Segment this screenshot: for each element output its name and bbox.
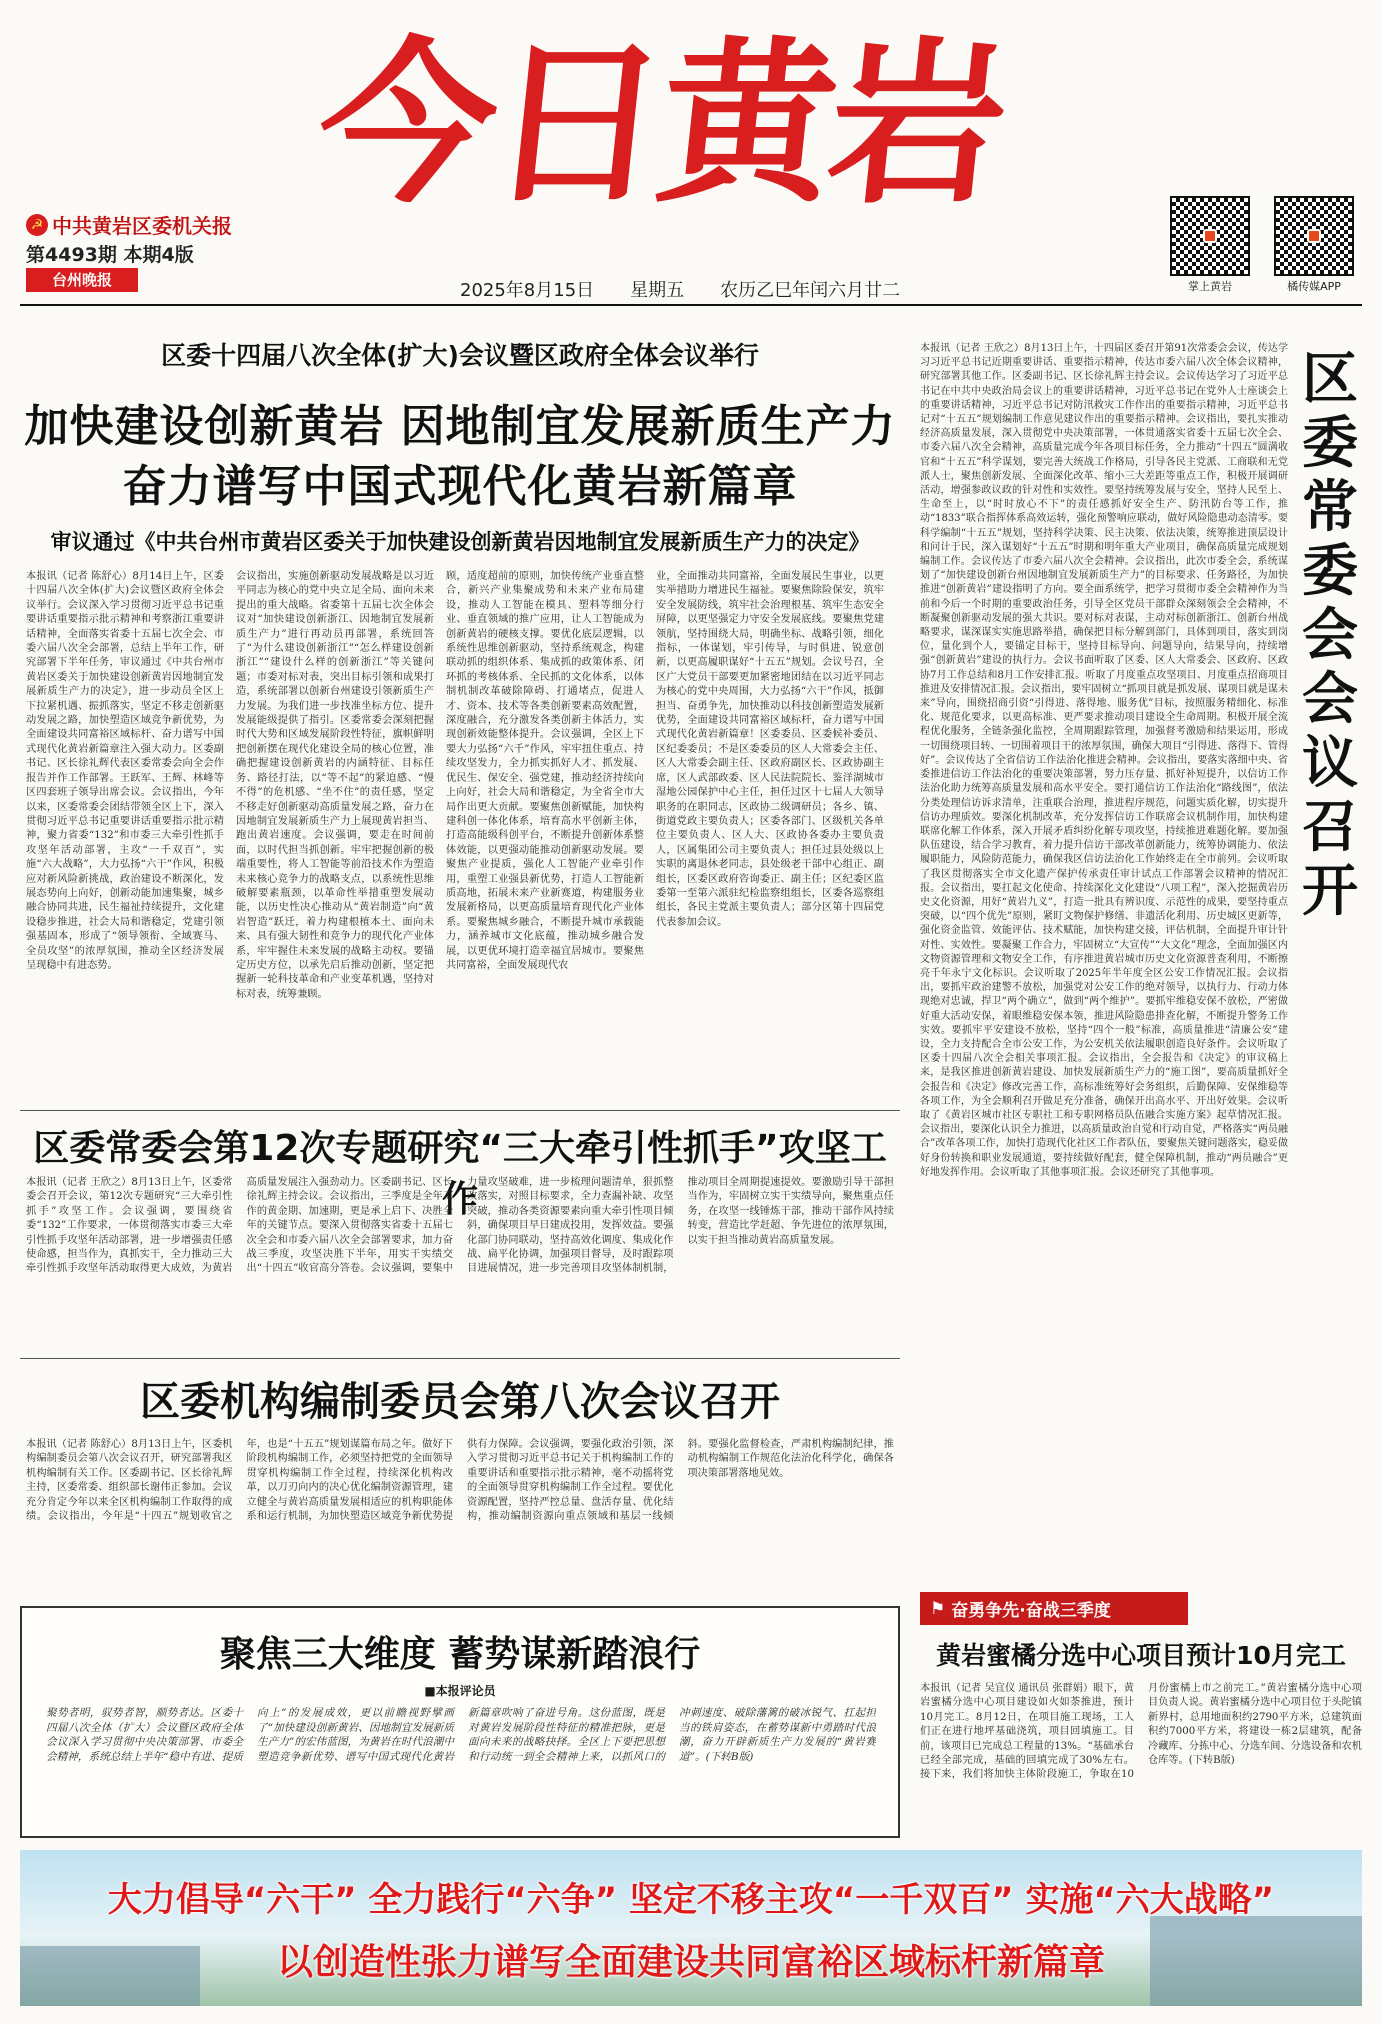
masthead-rule bbox=[20, 304, 1362, 306]
lead-deck: 审议通过《中共台州市黄岩区委关于加快建设创新黄岩因地制宜发展新质生产力的决定》 bbox=[50, 530, 870, 554]
mijv-body: 本报讯（记者 吴宜仪 通讯员 张群娟）眼下，黄岩蜜橘分选中心项目建设如火如荼推进，预计10月完工。8月12日，在项目施工现场，工人们正在进行地坪基础浇筑，项目回填施工。目前，该项目已完成总工程量的13%。“基础承台已经全部完成，基础的回填完成了30%左右。接下来，我们将加快主体阶段施工，争取在10月份蜜橘上市之前完工。”黄岩蜜橘分选中心项目负责人说。黄岩蜜橘分选中心项目位于头陀镇新界村，总用地面积约2790平方米，总建筑面积约7000平方米，将建设一栋2层建筑，配备冷藏库、分拣中心、分选车间、分选设备和农机仓库等。(下转B版) bbox=[920, 1683, 1362, 1781]
commentary-byline: ■本报评论员 bbox=[424, 1684, 496, 1698]
divider bbox=[20, 1110, 900, 1111]
flag-icon: ⚑ bbox=[930, 1598, 946, 1619]
lead-column-2: 会议指出，实施创新驱动发展战略是以习近平同志为核心的党中央立足全局、面向未来提出的重大战略。省委第十五届七次全体会议对“加快建设创新浙江、因地制宜发展新质生产力”进行再动员再部署，系统回答了“为什么建设创新浙江”“怎么样建设创新浙江”“建设什么样的创新浙江”等关键问题；市委对标对表，突出目标引领和成果打造，系统部署以创新台州建设引领新质生产力发展。为我们进一步找准坐标方位、提升发展能级提供了指引。区委常委会深刻把握时代大势和区域发展阶段性特征，旗帜鲜明把创新摆在现代化建设全局的核心位置，准确把握建设创新黄岩的内涵特征、目标任务、路径打法，以“等不起”的紧迫感、“慢不得”的危机感、“坐不住”的责任感，坚定不移走好创新驱动高质量发展之路，奋力在因地制宜发展新质生产力上展现黄岩担当、跑出黄岩速度。会议强调，要走在时间前面，以时代担当抓创新。牢牢把握创新的极端重要性，将人工智能等前沿技术作为塑造未来核心竞争力的战略支点，以系统性思维破解要素瓶颈，以革命性举措重塑发展动能，以历史性决心推动从“黄岩制造”向“黄岩智造”跃迁，着力构建根植本土、面向未来、具有强大韧性和竞争力的现代化产业体系，牢牢握住未来发展的战略主动权。要锚定历史方位，以承先启后推动创新，坚定把握新一轮科技革命和产业变革机遇，坚持对标对表，统筹兼顾。 bbox=[236, 571, 434, 1000]
masthead-title: 今日黄岩 bbox=[309, 20, 1011, 227]
commentary-title: 聚焦三大维度 蓄势谋新踏浪行 bbox=[219, 1634, 701, 1675]
sub-paper-badge: 台州晚报 bbox=[26, 268, 138, 292]
slogan-line-1: 大力倡导“六干” 全力践行“六争” 坚定不移主攻“一千双百” 实施“六大战略” bbox=[107, 1880, 1275, 1920]
divider bbox=[20, 1358, 900, 1359]
lead-column-1: 本报讯（记者 陈舒心）8月14日上午，区委十四届八次全体(扩大)会议暨区政府全体会议举行。会议深入学习贯彻习近平总书记重要讲话重要指示批示精神和考察浙江重要讲话精神，全面落实省委十五届七次全会、市委六届八次全会部署，总结上半年工作，研究部署下半年任务，审议通过《中共台州市黄岩区委关于加快建设创新黄岩因地制宜发展新质生产力的决定》，进一步动员全区上下拉紧机遇、振抓落实，坚定不移走创新驱动发展之路，加快塑造区域竞争新优势，为全面建设共同富裕区域标杆、奋力谱写中国式现代化黄岩新篇章注入强大动力。区委副书记、区长徐礼辉代表区委常委会向全会作报告并作工作部署。王跃军、王辉、林峰等区四套班子领导出席会议。会议指出，今年以来，区委常委会团结带领全区上下，深入贯彻习近平总书记重要讲话重要指示批示精神，聚力省委“132”和市委三大牵引性抓手攻坚年活动部署，主攻“一千双百”，实施“六大战略”，大力弘扬“六干”作风，积极应对新风险新挑战，政治建设不断深化，发展态势向上向好，创新动能加速集聚，城乡融合协同共进，民生福祉持续提升，文化建设稳步推进，社会大局和谐稳定，党建引领强基固本，形成了“领导领衔、全域赛马、全员攻坚”的浓厚氛围，推动全区经济发展呈现稳中有进态势。 bbox=[26, 571, 224, 971]
qr-code-icon bbox=[1274, 196, 1354, 276]
qr-left[interactable] bbox=[1170, 196, 1250, 294]
mijv-title: 黄岩蜜橘分选中心项目预计10月完工 bbox=[936, 1641, 1346, 1670]
date: 2025年8月15日 bbox=[460, 280, 595, 301]
lead-column-3: 顾，适度超前的原则，加快传统产业垂直整合，新兴产业集聚成势和未来产业布局建设，推动人工智能在模具、塑料等细分行业、垂直领域的推广应用，让人工智能成为创新黄岩的硬核支撑。要优化底层逻辑，以系统性思维创新驱动，坚持系统观念，构建联动抓的组织体系、集成抓的政策体系、闭环抓的考核体系、全民抓的文化体系，以体制机制改革破除障碍、打通堵点，促进人才、资本、技术等各类创新要素高效配置，深度融合，充分激发各类创新主体活力，实现创新效能整体提升。会议强调，全区上下要大力弘扬“六千”作风，牢牢扭住重点、持续攻坚发力，全力抓实抓好人才、抓发展、优民生、保安全、强党建，推动经济持续向上向好，社会大局和谐稳定，为全省全市大局作出更大贡献。要聚焦创新赋能，加快构建科创一体化体系，培育高水平创新主体，打造高能级科创平台，不断提升创新体系整体效能，以更强动能推动创新驱动发展。要聚焦产业提质，强化人工智能产业牵引作用，重塑工业强县新优势，打造人工智能新质高地，拓展未来产业新赛道，构建服务业发展新格局，以更高质量培育现代化产业体系。要聚焦城乡融合，不断提升城市承载能力，涵养城市文化底蕴，推动城乡融合发展，以更优环境打造幸福宜居城市。要聚焦共同富裕，全面发展现代农 bbox=[446, 571, 644, 971]
qr-left-label: 掌上黄岩 bbox=[1188, 280, 1232, 293]
qr-group bbox=[1170, 196, 1354, 294]
party-emblem-icon: ☭ bbox=[26, 214, 48, 236]
lead-title-line2: 奋力谱写中国式现代化黄岩新篇章 bbox=[122, 461, 798, 512]
right-story-title: 区委常委会会议召开 bbox=[1302, 347, 1358, 924]
qr-right[interactable] bbox=[1274, 196, 1354, 294]
commentary-body: 聚势者明，驭势者智，顺势者达。区委十四届八次全体（扩大）会议暨区政府全体会议深入学习贯彻中央决策部署、市委全会精神，系统总结上半年“稳中有进、提质向上”的发展成效，更以前瞻视野擘画了“加快建设创新黄岩、因地制宜发展新质生产力”的宏伟蓝图，为黄岩在时代浪潮中塑造竞争新优势、谱写中国式现代化黄岩新篇章吹响了奋进号角。这份蓝图，既是对黄岩发展阶段性特征的精准把脉，更是面向未来的战略抉择。全区上下要把思想和行动统一到全会精神上来，以抓风口的冲刺速度、破除藩篱的破冰锐气、扛起担当的铁肩姿态，在蓄势谋新中勇踏时代浪潮，奋力开辟新质生产力发展的“黄岩赛道”。(下转B版) bbox=[46, 1707, 876, 1763]
slogan-line-2: 以创造性张力谱写全面建设共同富裕区域标杆新篇章 bbox=[276, 1942, 1105, 1983]
bianzhi-title: 区委机构编制委员会第八次会议召开 bbox=[140, 1379, 780, 1425]
party-line bbox=[26, 210, 232, 239]
lead-title-line1: 加快建设创新黄岩 因地制宜发展新质生产力 bbox=[24, 401, 896, 452]
section-tag-label: 奋勇争先·奋战三季度 bbox=[951, 1601, 1111, 1621]
mid-story-body: 本报讯（记者 王欣之）8月13日上午，区委常委会召开会议，第12次专题研究“三大牵引性抓手”攻坚工作。会议强调，要围绕省委“132”工作要求，一体贯彻落实市委三大牵引性抓手攻坚年活动部署，进一步增强责任感使命感，担当作为，真抓实干，全力推动三大牵引性抓手攻坚年活动取得更大成效，为黄岩高质量发展注入强劲动力。区委副书记、区长徐礼辉主持会议。会议指出，三季度是全年工作的黄金期、加速期，更是承上启下、决胜全年的关键节点。要深入贯彻落实省委十五届七次全会和市委六届八次全会部署要求，加力奋战三季度，攻坚决胜下半年，用实干实绩交出“十四五”收官高分答卷。会议强调，要集中力量攻坚破难，进一步梳理问题清单，狠抓整改落实，对照目标要求，全力查漏补缺、攻坚突破，推动各类资源要素向重大牵引性项目倾斜，确保项目早日建成投用，发挥效益。要强化部门协同联动，坚持高效化调度、集成化作战、扁平化协调，加强项目督导，及时跟踪项目进展情况，进一步完善项目攻坚体制机制，推动项目全周期提速提效。要激励引导干部担当作为，牢固树立实干实绩导向，聚焦重点任务，在攻坚一线锤炼干部，推动干部作风持续转变，营造比学赶超、争先进位的浓厚氛围，以实干担当推动黄岩高质量发展。 bbox=[26, 1177, 894, 1275]
mid-story-title: 区委常委会第12次专题研究“三大牵引性抓手”攻坚工作 bbox=[33, 1128, 887, 1220]
slogan-banner bbox=[20, 1850, 1362, 2006]
qr-code-icon bbox=[1170, 196, 1250, 276]
lunar-date: 农历乙巳年闰六月廿二 bbox=[720, 280, 901, 301]
lead-kicker: 区委十四届八次全体(扩大)会议暨区政府全体会议举行 bbox=[161, 341, 759, 370]
party-name: 中共黄岩区委机关报 bbox=[52, 214, 232, 238]
bianzhi-body: 本报讯（记者 陈舒心）8月13日上午，区委机构编制委员会第八次会议召开，研究部署我区机构编制有关工作。区委副书记、区长徐礼辉主持，区委常委、组织部长谢伟正参加。会议充分肯定今年以来全区机构编制工作取得的成绩。会议指出，今年是“十四五”规划收官之年，也是“十五五”规划谋篇布局之年。做好下阶段机构编制工作，必须坚持把党的全面领导贯穿机构编制工作全过程，持续深化机构改革，以刀刃向内的决心优化编制资源管理，建立健全与黄岩高质量发展相适应的机构职能体系和运行机制，为加快塑造区域竞争新优势提供有力保障。会议强调，要强化政治引领，深入学习贯彻习近平总书记关于机构编制工作的重要讲话和重要指示批示精神，毫不动摇将党的全面领导贯穿机构编制工作全过程。要优化资源配置，坚持严控总量、盘活存量、优化结构，推动编制资源向重点领域和基层一线倾斜。要强化监督检查，严肃机构编制纪律，推动机构编制工作规范化法治化科学化，确保各项决策部署落地见效。 bbox=[26, 1439, 894, 1523]
right-story-body: 本报讯（记者 王欣之）8月13日上午，十四届区委召开第91次常委会会议，传达学习习近平总书记近期重要讲话、重要指示精神，传达市委六届八次全体会议精神，研究部署其他工作。区委副书记、区长徐礼辉主持会议。会议传达学习了习近平总书记在中共中央政治局会议上的重要讲话精神，习近平总书记在党外人士座谈会上的重要讲话精神，习近平总书记对防汛救灾工作作出的重要指示精神，习近平总书记对“十五五”规划编制工作意见建议作出的重要指示精神。会议指出，要扎实推动经济高质量发展，深入贯彻党中央决策部署，一体贯通落实省委十五届七次全会、市委六届八次全会精神，高质量完成今年各项目标任务，全力推动“十四五”圆满收官和“十五五”科学谋划，要完善大统战工作格局，引导各民主党派、工商联和无党派人士，聚焦创新发展、全面深化改革、缩小三大差距等重点工作，积极开展调研活动，增强参政议政的针对性和实效性。要坚持统筹发展与安全，坚持人民至上、生命至上，以“时时放心不下”的责任感抓好安全生产、防汛防台等工作，推动“1833”联合指挥体系高效运转，强化预警响应联动，做好风险隐患动态清零。要科学编制“十五五”规划，坚持科学决策、民主决策、依法决策，统筹推进顶层设计和问计于民，深入谋划好“十五五”时期和明年重大产业项目，确保高质量完成规划编制工作。会议传达了市委六届八次全会精神。会议指出，此次市委全会，系统谋划了“加快建设创新台州因地制宜发展新质生产力”的目标要求、任务路径，为加快推进“创新黄岩”建设指明了方向。要全面系统学，把学习贯彻市委全会精神作为当前和今后一个时期的重要政治任务，引导全区党员干部群众深刻领会全会精神，不断凝聚创新驱动发展的强大共识。要对标对表谋，主动对标创新浙江、创新台州战略要求，谋深谋实实施思路举措，确保把目标分解到部门，具体到项目，落实到岗位，量化到个人，要锚定目标干，坚持目标导向、问题导向，结果导向，持续增强“创新黄岩”建设的执行力。会议书面听取了区委、区人大常委会、区政府、区政协7月工作总结和8月工作安排汇报。听取了月度重点攻坚项目、月度重点招商项目推进及安排情况汇报。会议指出，要牢固树立“抓项目就是抓发展、谋项目就是谋未来”导向，围绕招商引资“引得进、落得地、服务优”目标，按照服务精细化、标准化、规范化要求，以更高标准、更严要求推动项目建设全生命周期。积极开展全流程优化服务，全链条强化监控，全周期跟踪管理，加强督考激励和结果运用，形成一切围绕项目转、一切围着项目干的浓厚氛围，确保大项目“引得进、落得下、管得好”。会议传达了全省信访工作法治化推进会精神。会议指出，要落实落细中央、省委推进信访工作法治化的重要决策部署，努力压存量、抓好补短提升，以信访工作法治化助力统筹高质量发展和高水平安全。要打通信访工作法治化“路线图”，依法分类处理信访诉求清单，注重联合治理，推进程序规范，问题实质化解，切实提升信访办理质效。要深化机制改革，充分发挥信访工作联席会议机制作用，加快构建联席化解工作体系，深入开展矛盾纠纷化解专项攻坚，持续推进难题化解。要加强队伍建设，结合学习教育，着力提升信访干部改革创新能力，统筹协调能力、依法履职能力，风险防范能力，确保我区信访法治化工作始终走在全市前列。会议听取了我区贯彻落实全市文化遗产保护传承责任审计试点工作部署会议精神的情况汇报。会议指出，要扛起文化使命、持续深化文化建设“八项工程”，深入挖掘黄岩历史文化资源，用好“黄岩九义”，打造一批具有辨识度、示范性的成果，要坚持重点突破，以“四个优先”原则，紧盯文物保护修缮、非遗活化利用、历史城区更新等，强化资金监管、效能评估、技术赋能，加快构建交接，评估机制，全面提升审计针对性、实效性。要凝聚工作合力，牢固树立“大宣传”“大文化”理念，全面加强区内文物资源管理和文物安全工作，有序推进黄岩城市历史文化资源普查利用，不断擦亮千年永宁文化标识。会议听取了2025年半年度全区公安工作情况汇报。会议指出，要抓牢政治建警不放松，加强党对公安工作的绝对领导，以执行力、行动力体现绝对忠诚，捍卫“两个确立”，做到“两个维护”。要抓牢维稳安保不放松，严密做好重大活动安保，着眼维稳安保本领，推进风险隐患排查化解，不断提升警务工作实效。要抓牢平安建设不放松，坚持“四个一般”标准，高质量推进“清廉公安”建设，全力支持配合全市公安工作，为公安机关依法履职创造良好条件。会议听取了区委十四届八次全会相关事项汇报。会议指出，全会报告和《决定》的审议稿上来，是我区推进创新黄岩建设、加快发展新质生产力的“施工图”，要高质量抓好全会报告和《决定》修改完善工作，高标准统筹好会务组织，后勤保障、安保维稳等各项工作，为全会顺利召开做足充分准备，确保开出高水平、开出好效果。会议听取了《黄岩区城市社区专职社工和专职网格员队伍融合实施方案》起草情况汇报。会议指出，要深化认识全力推进，以高质量政治自觉和行动自觉，严格落实“两员融合”改革各项工作，加快打造现代化社区工作者队伍，要聚焦关键问题落实，稳妥做好身份转换和职业发展通道，要持续做好配套，健全保障机制，推动“两员融合”更好地发挥作用。会议听取了其他事项汇报。会议还研究了其他事项。 bbox=[920, 343, 1288, 1178]
dateline bbox=[460, 276, 900, 302]
section-tag bbox=[920, 1592, 1188, 1625]
issue-number: 第4493期 本期4版 bbox=[26, 244, 194, 266]
commentary-box bbox=[20, 1606, 900, 1838]
weekday: 星期五 bbox=[630, 280, 685, 301]
lead-column-4: 业，全面推动共同富裕，全面发展民生事业，以更实举措助力增进民生福祉。要聚焦除险保安，筑牢安全发展防线，筑牢社会治理根基、筑牢生态安全屏障，以更坚强定力守安全发展底线。要聚焦党建领航，坚持围绕大局，明确坐标、战略引领，细化指标，一体谋划，牢引传导，与时俱进、锐意创新，以更高履职谋好“十五五”规划。会议号召，全区广大党员干部要更加紧密地团结在以习近平同志为核心的党中央周围，大力弘扬“六干”作风，抵御担当、奋勇争先，加快推动以科技创新塑造发展新优势，全面建设共同富裕区域标杆，奋力谱写中国式现代化黄岩新篇章！区委委员、区委候补委员、区纪委委员；不是区委委员的区人大常委会主任、区人大常委会副主任、区政府副区长、区政协副主席，区人武部政委、区人民法院院长、鉴洋湖城市湿地公园保护中心主任，担任过区十七届人大领导职务的在职同志，区政协二级调研员；各乡、镇、街道党政主要负责人；区委各部门、区级机关各单位主要负责人、区人大、区政协各委办主要负责人，区属集团公司主要负责人；担任过县处级以上实职的离退休老同志，县处级老干部中心组正、副组长，区委区政府咨询委正、副主任；区纪委区监委第一至第六派驻纪检监察组组长，区委各巡察组组长，各民主党派主要负责人；部分区第十四届党代表参加会议。 bbox=[656, 571, 884, 928]
qr-right-label: 橘传媒APP bbox=[1287, 280, 1341, 293]
